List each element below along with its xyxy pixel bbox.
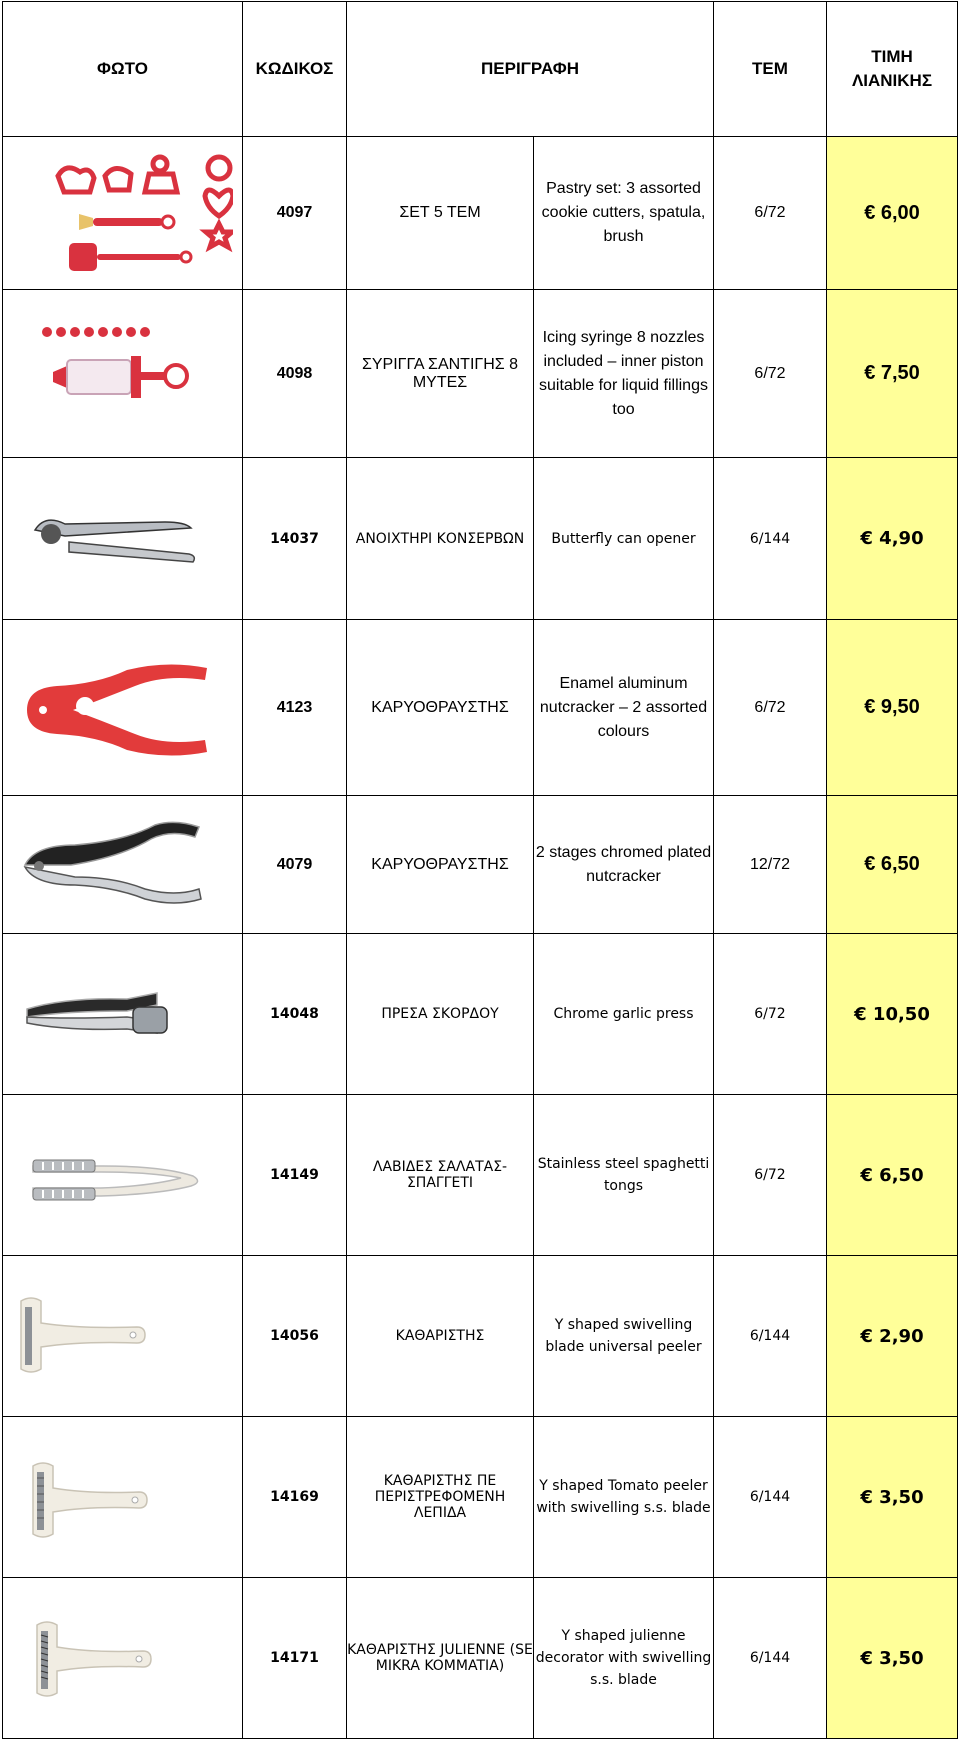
product-description: Pastry set: 3 assorted cookie cutters, spatula, brush [534, 137, 714, 290]
product-photo [3, 137, 243, 290]
product-price: € 10,50 [827, 934, 958, 1095]
header-price-line2: ΛΙΑΝΙΚΗΣ [851, 71, 933, 90]
product-photo [3, 934, 243, 1095]
table-row [3, 1095, 958, 1256]
product-table [2, 1, 958, 1739]
product-description: Y shaped Tomato peeler with swivelling s.s. blade [534, 1417, 714, 1578]
product-qty: 6/72 [714, 620, 827, 796]
table-row [3, 1256, 958, 1417]
product-qty: 12/72 [714, 796, 827, 934]
product-code: 4123 [243, 620, 347, 796]
product-description: Y shaped swivelling blade universal peeler [534, 1256, 714, 1417]
product-name: ΣΥΡΙΓΓΑ ΣΑΝΤΙΓΗΣ 8 ΜΥΤΕΣ [347, 290, 534, 458]
table-row [3, 796, 958, 934]
spaghetti-tongs-icon [13, 1130, 233, 1220]
product-code: 14171 [243, 1578, 347, 1739]
product-qty: 6/144 [714, 1578, 827, 1739]
product-price: € 6,00 [827, 137, 958, 290]
table-row [3, 620, 958, 796]
product-price: € 9,50 [827, 620, 958, 796]
product-code: 4079 [243, 796, 347, 934]
nutcracker-red-icon [13, 658, 233, 758]
product-description: Y shaped julienne decorator with swivelling s.s. blade [534, 1578, 714, 1739]
product-name: ΚΑΡΥΟΘΡΑΥΣΤΗΣ [347, 620, 534, 796]
product-description: Icing syringe 8 nozzles included – inner piston suitable for liquid fillings too [534, 290, 714, 458]
product-code: 14048 [243, 934, 347, 1095]
product-price: € 2,90 [827, 1256, 958, 1417]
peeler-icon [13, 1281, 233, 1391]
product-qty: 6/72 [714, 1095, 827, 1256]
product-name: ΚΑΘΑΡΙΣΤΗΣ JULIENNE (SE MIKRA KOMMATIA) [347, 1578, 534, 1739]
header-photo: ΦΩΤΟ [3, 2, 243, 137]
product-description: Stainless steel spaghetti tongs [534, 1095, 714, 1256]
product-code: 14169 [243, 1417, 347, 1578]
product-name: ΠΡΕΣΑ ΣΚΟΡΔΟΥ [347, 934, 534, 1095]
table-row [3, 458, 958, 620]
product-name: ΚΑΘΑΡΙΣΤΗΣ [347, 1256, 534, 1417]
can-opener-icon [13, 494, 233, 584]
product-qty: 6/72 [714, 934, 827, 1095]
product-photo [3, 290, 243, 458]
product-description: 2 stages chromed plated nutcracker [534, 796, 714, 934]
product-qty: 6/144 [714, 458, 827, 620]
product-photo [3, 1578, 243, 1739]
table-row [3, 137, 958, 290]
product-name: ΑΝΟΙΧΤΗΡΙ ΚΟΝΣΕΡΒΩΝ [347, 458, 534, 620]
table-row [3, 1578, 958, 1739]
product-description: Chrome garlic press [534, 934, 714, 1095]
product-name: ΚΑΡΥΟΘΡΑΥΣΤΗΣ [347, 796, 534, 934]
product-code: 14037 [243, 458, 347, 620]
garlic-press-icon [13, 969, 233, 1059]
pastry-set-icon [13, 146, 233, 281]
product-price: € 7,50 [827, 290, 958, 458]
tomato-peeler-icon [13, 1442, 233, 1552]
header-price-line1: ΤΙΜΗ [871, 47, 913, 66]
product-code: 4097 [243, 137, 347, 290]
product-name: ΚΑΘΑΡΙΣΤΗΣ ΠΕ ΠΕΡΙΣΤΡΕΦΟΜΕΝΗ ΛΕΠΙΔΑ [347, 1417, 534, 1578]
icing-syringe-icon [13, 314, 233, 434]
product-photo [3, 796, 243, 934]
product-price: € 6,50 [827, 1095, 958, 1256]
header-price [827, 2, 958, 137]
product-photo [3, 1256, 243, 1417]
header-description: ΠΕΡΙΓΡΑΦΗ [347, 2, 714, 137]
product-code: 4098 [243, 290, 347, 458]
product-price: € 3,50 [827, 1417, 958, 1578]
product-price: € 3,50 [827, 1578, 958, 1739]
product-qty: 6/72 [714, 290, 827, 458]
product-qty: 6/144 [714, 1417, 827, 1578]
header-qty: ΤΕΜ [714, 2, 827, 137]
product-photo [3, 1095, 243, 1256]
product-price: € 4,90 [827, 458, 958, 620]
table-row [3, 290, 958, 458]
product-photo [3, 620, 243, 796]
table-header-row [3, 2, 958, 137]
product-price: € 6,50 [827, 796, 958, 934]
product-name: ΛΑΒΙΔΕΣ ΣΑΛΑΤΑΣ-ΣΠΑΓΓΕΤΙ [347, 1095, 534, 1256]
product-description: Butterfly can opener [534, 458, 714, 620]
julienne-peeler-icon [13, 1603, 233, 1713]
product-name: ΣΕΤ 5 ΤΕΜ [347, 137, 534, 290]
product-code: 14149 [243, 1095, 347, 1256]
product-description: Enamel aluminum nutcracker – 2 assorted colours [534, 620, 714, 796]
table-row [3, 1417, 958, 1578]
header-code: ΚΩΔΙΚΟΣ [243, 2, 347, 137]
product-qty: 6/72 [714, 137, 827, 290]
product-photo [3, 1417, 243, 1578]
table-row [3, 934, 958, 1095]
product-photo [3, 458, 243, 620]
nutcracker-chrome-icon [13, 815, 233, 915]
product-qty: 6/144 [714, 1256, 827, 1417]
product-code: 14056 [243, 1256, 347, 1417]
